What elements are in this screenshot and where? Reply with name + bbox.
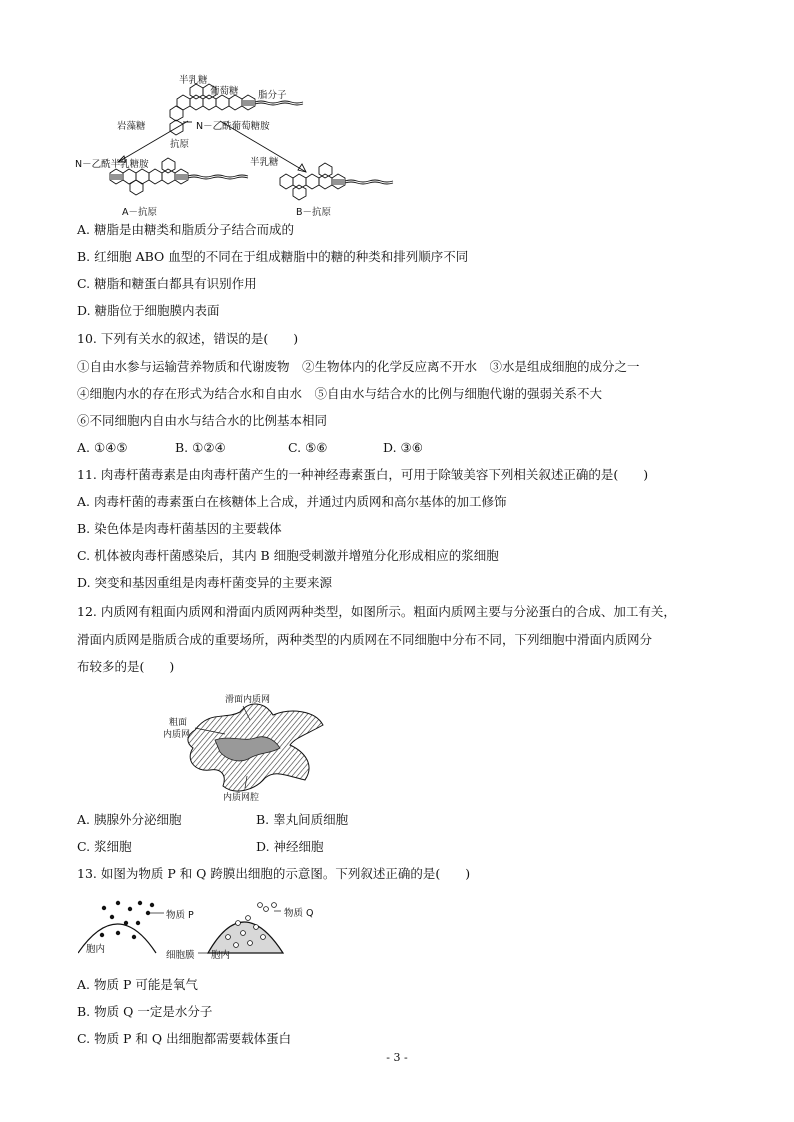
q11-option-a: A. 肉毒杆菌的毒素蛋白在核糖体上合成，并通过内质网和高尔基体的加工修饰 (77, 494, 507, 509)
q10-option-d: D. ③⑥ (383, 440, 423, 455)
q9-option-a: A. 糖脂是由糖类和脂质分子结合而成的 (77, 222, 294, 237)
fucose-label: 岩藻糖 (117, 121, 146, 132)
a-antigen-label: A－抗原 (122, 207, 157, 218)
q11-option-c: C. 机体被肉毒杆菌感染后，其内 B 细胞受刺激并增殖分化形成相应的浆细胞 (77, 548, 499, 563)
q9-option-b: B. 红细胞 ABO 血型的不同在于组成糖脂中的糖的种类和排列顺序不同 (77, 249, 469, 264)
q9-option-d: D. 糖脂位于细胞膜内表面 (77, 303, 220, 318)
q12-stem-line-3: 布较多的是( ) (77, 659, 175, 674)
q13-stem: 13. 如图为物质 P 和 Q 跨膜出细胞的示意图。下列叙述正确的是( ) (77, 866, 471, 881)
q9-option-c: C. 糖脂和糖蛋白都具有识别作用 (77, 276, 257, 291)
er-lumen-label: 内质网腔 (223, 793, 260, 803)
lipid-label: 脂分子 (258, 90, 287, 101)
q11-option-b: B. 染色体是肉毒杆菌基因的主要载体 (77, 521, 282, 536)
q10-stem: 10. 下列有关水的叙述，错误的是( ) (77, 331, 299, 346)
glucose-top-label: 葡萄糖 (210, 86, 239, 97)
glycolipid-figure (70, 74, 400, 220)
q10-option-b: B. ①②④ (175, 440, 226, 455)
substance-p-label: 物质 P (166, 910, 194, 921)
q13-option-c: C. 物质 P 和 Q 出细胞都需要载体蛋白 (77, 1031, 292, 1046)
q12-option-a: A. 胰腺外分泌细胞 (77, 812, 182, 827)
galactose-top-label: 半乳糖 (179, 75, 208, 86)
q10-statement-2: ④细胞内水的存在形式为结合水和自由水 ⑤自由水与结合水的比例与细胞代谢的强弱关系不大 (77, 386, 603, 401)
transport-diagram (78, 893, 338, 963)
antigen-label: 抗原 (170, 139, 190, 150)
n-acetylglucosamine-label: N－乙酰葡萄糖胺 (196, 121, 270, 132)
rough-er-label-line2: 内质网 (163, 730, 191, 740)
inside-left-label: 胞内 (86, 944, 106, 955)
er-diagram (155, 690, 335, 802)
q12-stem-line-1: 12. 内质网有粗面内质网和滑面内质网两种类型，如图所示。粗面内质网主要与分泌蛋白的合成、加工有关， (77, 604, 676, 619)
n-acetylgalactosamine-label: N－乙酰半乳糖胺 (75, 159, 149, 170)
galactose-right-label: 半乳糖 (250, 157, 279, 168)
q12-option-c: C. 浆细胞 (77, 839, 132, 854)
q12-option-d: D. 神经细胞 (256, 839, 324, 854)
page-number: - 3 - (386, 1051, 408, 1064)
q11-stem: 11. 肉毒杆菌毒素是由肉毒杆菌产生的一种神经毒素蛋白，可用于除皱美容下列相关叙述正确的是( ) (77, 467, 649, 482)
q10-option-c: C. ⑤⑥ (288, 440, 328, 455)
smooth-er-label: 滑面内质网 (225, 695, 271, 705)
q10-statement-3: ⑥不同细胞内自由水与结合水的比例基本相同 (77, 413, 328, 428)
q13-option-a: A. 物质 P 可能是氧气 (77, 977, 198, 992)
transport-figure (78, 893, 338, 963)
er-figure (155, 690, 335, 802)
inside-right-label: 胞内 (211, 950, 231, 961)
b-antigen-label: B－抗原 (296, 207, 332, 218)
rough-er-label-line1: 粗面 (169, 718, 188, 728)
q11-option-d: D. 突变和基因重组是肉毒杆菌变异的主要来源 (77, 575, 333, 590)
membrane-label: 细胞膜 (166, 950, 195, 961)
q13-option-b: B. 物质 Q 一定是水分子 (77, 1004, 213, 1019)
q10-statement-1: ①自由水参与运输营养物质和代谢废物 ②生物体内的化学反应离不开水 ③水是组成细胞的成分之一 (77, 359, 640, 374)
q12-option-b: B. 睾丸间质细胞 (256, 812, 349, 827)
q10-option-a: A. ①④⑤ (77, 440, 128, 455)
q12-stem-line-2: 滑面内质网是脂质合成的重要场所，两种类型的内质网在不同细胞中分布不同，下列细胞中滑面内质网分 (77, 632, 653, 647)
substance-q-label: 物质 Q (284, 908, 314, 919)
